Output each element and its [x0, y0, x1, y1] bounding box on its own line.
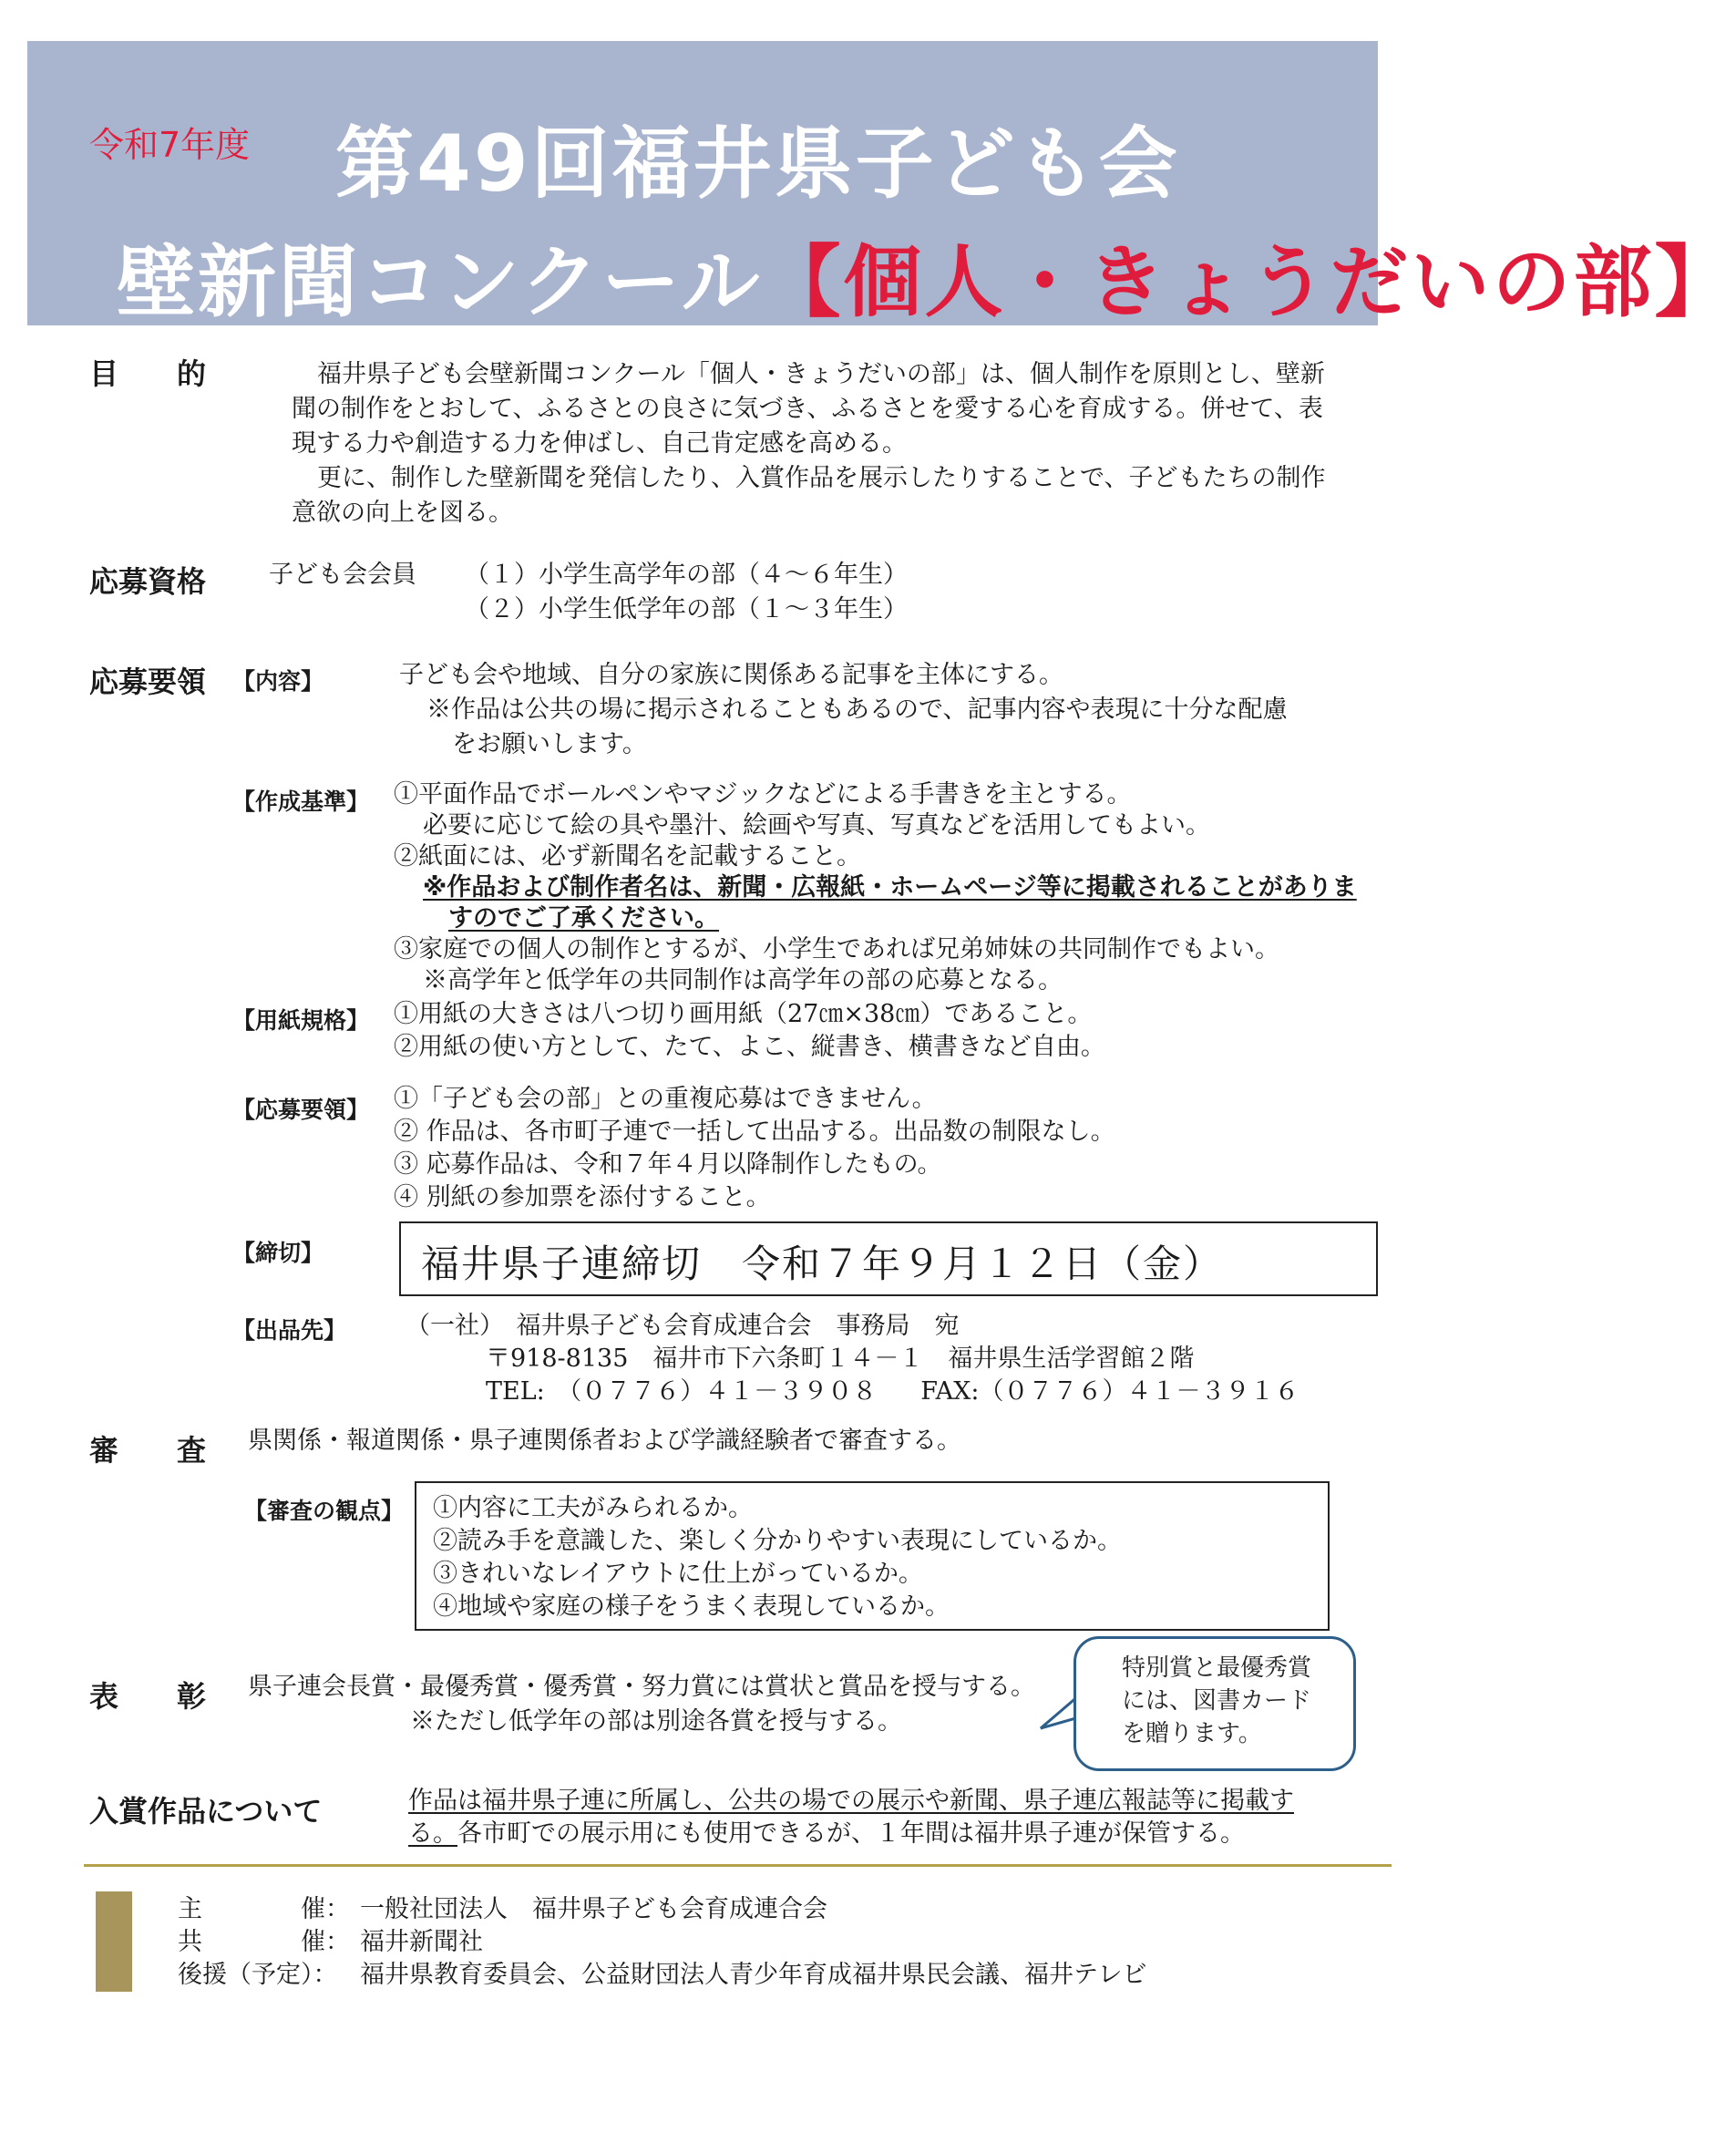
review-point: ②読み手を意識した、楽しく分かりやすい表現にしているか。 [433, 1527, 1122, 1555]
callout-text: 特別賞と最優秀賞 には、図書カード を贈ります。 [1122, 1654, 1312, 1747]
page-title-line2 [117, 219, 1736, 332]
criteria-line: 必要に応じて絵の具や墨汁、絵画や写真、写真などを活用してもよい。 [423, 811, 1210, 840]
purpose-line: 意欲の向上を図る。 [292, 499, 513, 527]
content-line: 子ども会や地域、自分の家族に関係ある記事を主体にする。 [399, 661, 1063, 689]
award-line: 県子連会長賞・最優秀賞・優秀賞・努力賞には賞状と賞品を授与する。 [248, 1673, 1035, 1701]
footer-accent-bar [96, 1891, 132, 1992]
purpose-line: 福井県子ども会壁新聞コンクール「個人・きょうだいの部」は、個人制作を原則とし、壁新 [317, 360, 1325, 388]
footer-row: 後援（予定）： 福井県教育委員会、公益財団法人青少年育成福井県民会議、福井テレビ [178, 1961, 1147, 1989]
review-heading: 審 査 [89, 1433, 207, 1468]
guidelines-heading: 応募要領 [89, 665, 207, 699]
apply-line: ①「子ども会の部」との重複応募はできません。 [394, 1085, 937, 1113]
purpose-line: 更に、制作した壁新聞を発信したり、入賞作品を展示したりすることで、子どもたちの制作 [317, 464, 1326, 492]
review-point: ④地域や家庭の様子をうまく表現しているか。 [433, 1592, 950, 1621]
award-callout [1073, 1636, 1356, 1771]
review-point: ③きれいなレイアウトに仕上がっているか。 [433, 1560, 923, 1588]
winning-line: る。各市町での展示用にも使用できるが、１年間は福井県子連が保管する。 [408, 1819, 1245, 1848]
paper-text [394, 998, 1105, 1064]
winning-text [408, 1785, 1294, 1850]
apply-line: ③ 応募作品は、令和７年４月以降制作したもの。 [394, 1150, 942, 1179]
criteria-line: ①平面作品でボールペンやマジックなどによる手書きを主とする。 [394, 780, 1132, 809]
criteria-label: 【作成基準】 [232, 788, 370, 815]
submit-address: 〒918-8135 福井市下六条町１４－１ 福井県生活学習館２階 [486, 1345, 1195, 1373]
winning-heading: 入賞作品について [89, 1794, 323, 1829]
award-line: ※ただし低学年の部は別途各賞を授与する。 [410, 1707, 902, 1736]
criteria-line: ②紙面には、必ず新聞名を記載すること。 [394, 842, 861, 871]
content-text [399, 658, 1287, 762]
winning-line: 作品は福井県子連に所属し、公共の場での展示や新聞、県子連広報誌等に掲載す [408, 1787, 1294, 1815]
eligibility-who: 子ども会会員 [269, 561, 416, 589]
deadline-label: 【締切】 [232, 1240, 324, 1266]
criteria-text [394, 779, 1357, 996]
footer-row: 共 催： 福井新聞社 [178, 1928, 483, 1956]
review-text: 県関係・報道関係・県子連関係者および学識経験者で審査する。 [248, 1427, 961, 1455]
criteria-line: ③家庭での個人の制作とするが、小学生であれば兄弟姉妹の共同制作でもよい。 [394, 935, 1279, 963]
criteria-note: ※作品および制作者名は、新聞・広報紙・ホームページ等に掲載されることがありま [423, 873, 1357, 902]
criteria-line: ※高学年と低学年の共同制作は高学年の部の応募となる。 [423, 966, 1063, 994]
eligibility-item: （２）小学生低学年の部（１～３年生） [465, 595, 908, 623]
submit-fax: FAX:（０７７６）４１－３９１６ [920, 1377, 1299, 1406]
content-line: をお願いします。 [452, 730, 647, 758]
review-points [433, 1492, 1122, 1623]
eligibility-heading: 応募資格 [89, 564, 207, 599]
purpose-line: 聞の制作をとおして、ふるさとの良さに気づき、ふるさとを愛する心を育成する。併せて、表 [292, 395, 1323, 423]
review-points-box [415, 1481, 1330, 1631]
eligibility-item: （１）小学生高学年の部（４～６年生） [465, 561, 908, 589]
deadline-box [399, 1221, 1378, 1296]
title-section: 【個人・きょうだいの部】 [762, 237, 1736, 328]
award-text [248, 1670, 1035, 1739]
paper-line: ①用紙の大きさは八つ切り画用紙（27㎝×38㎝）であること。 [394, 1000, 1093, 1028]
footer-row: 主 催： 一般社団法人 福井県子ども会育成連合会 [178, 1895, 827, 1923]
apply-line: ④ 別紙の参加票を添付すること。 [394, 1183, 771, 1211]
purpose-line: 現する力や創造する力を伸ばし、自己肯定感を高める。 [292, 429, 907, 458]
apply-label: 【応募要領】 [232, 1097, 370, 1123]
title-main: 壁新聞コンクール [117, 237, 763, 328]
submit-text [406, 1310, 1299, 1408]
apply-text [394, 1083, 1115, 1214]
purpose-heading: 目 的 [89, 356, 207, 391]
paper-line: ②用紙の使い方として、たて、よこ、縦書き、横書きなど自由。 [394, 1033, 1105, 1061]
paper-label: 【用紙規格】 [232, 1007, 370, 1034]
footer-credits [178, 1893, 1146, 1992]
content-line: ※作品は公共の場に掲示されることもあるので、記事内容や表現に十分な配慮 [426, 696, 1288, 724]
review-points-label: 【審査の観点】 [244, 1498, 405, 1524]
criteria-note: すのでご了承ください。 [448, 904, 719, 933]
fiscal-year: 令和7年度 [89, 125, 251, 165]
submit-tel: TEL: （０７７６）４１－３９０８ [486, 1377, 878, 1406]
page-title-line1: 第49回福井県子ども会 [335, 118, 1180, 210]
apply-line: ② 作品は、各市町子連で一括して出品する。出品数の制限なし。 [394, 1118, 1115, 1146]
award-heading: 表 彰 [89, 1679, 207, 1714]
submit-org: （一社） 福井県子ども会育成連合会 事務局 宛 [406, 1312, 960, 1340]
submit-contact [406, 1376, 1299, 1408]
purpose-text [292, 357, 1403, 531]
footer-divider [84, 1864, 1392, 1867]
submit-label: 【出品先】 [232, 1317, 347, 1344]
review-point: ①内容に工夫がみられるか。 [433, 1494, 753, 1522]
deadline-text: 福井県子連締切 令和７年９月１２日（金） [421, 1242, 1224, 1286]
eligibility-items [465, 558, 908, 627]
content-label: 【内容】 [232, 668, 324, 695]
